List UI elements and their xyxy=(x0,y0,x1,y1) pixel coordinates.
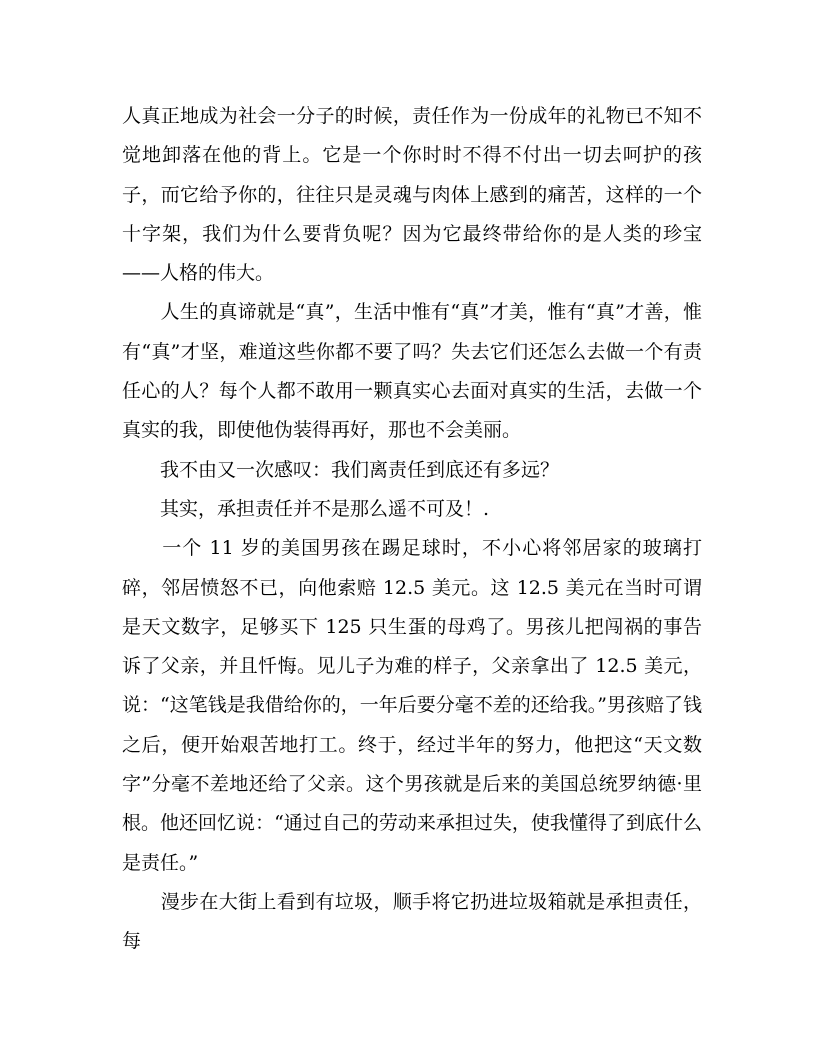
document-body xyxy=(122,97,702,962)
paragraph: 我不由又一次感叹：我们离责任到底还有多远？ xyxy=(122,458,560,481)
paragraph: 一个 11 岁的美国男孩在踢足球时，不小心将邻居家的玻璃打碎，邻居愤怒不已，向他索赔 12.5 美元。这 12.5 美元在当时可谓是天文数字，足够买下 125 只生蛋的母鸡了。男孩儿把闯祸的事告诉了父亲，并且忏悔。见儿子为难的样子，父亲拿出了 12.5 美元，说：“这笔钱是我借给你的，一年后要分毫不差的还给我。”男孩赔了钱之后，便开始艰苦地打工。终于，经过半年的努力，他把这“天文数字”分毫不差地还给了父亲。这个男孩就是后来的美国总统罗纳德·里根。他还回忆说：“通过自己的劳动来承担过失，使我懂得了到底什么是责任。” xyxy=(122,537,702,874)
paragraph: 其实，承担责任并不是那么遥不可及！. xyxy=(122,497,490,520)
paragraph: 漫步在大街上看到有垃圾，顺手将它扔进垃圾箱就是承担责任，每 xyxy=(122,890,702,953)
paragraph: 人生的真谛就是“真”，生活中惟有“真”才美，惟有“真”才善，惟有“真”才坚，难道这些你都不要了吗？失去它们还怎么去做一个有责任心的人？每个人都不敢用一颗真实心去面对真实的生活，去做一个真实的我，即使他伪装得再好，那也不会美丽。 xyxy=(122,301,702,442)
paragraph: 人真正地成为社会一分子的时候，责任作为一份成年的礼物已不知不觉地卸落在他的背上。它是一个你时时不得不付出一切去呵护的孩子，而它给予你的，往往只是灵魂与肉体上感到的痛苦，这样的一个十字架，我们为什么要背负呢？因为它最终带给你的是人类的珍宝——人格的伟大。 xyxy=(122,105,702,285)
